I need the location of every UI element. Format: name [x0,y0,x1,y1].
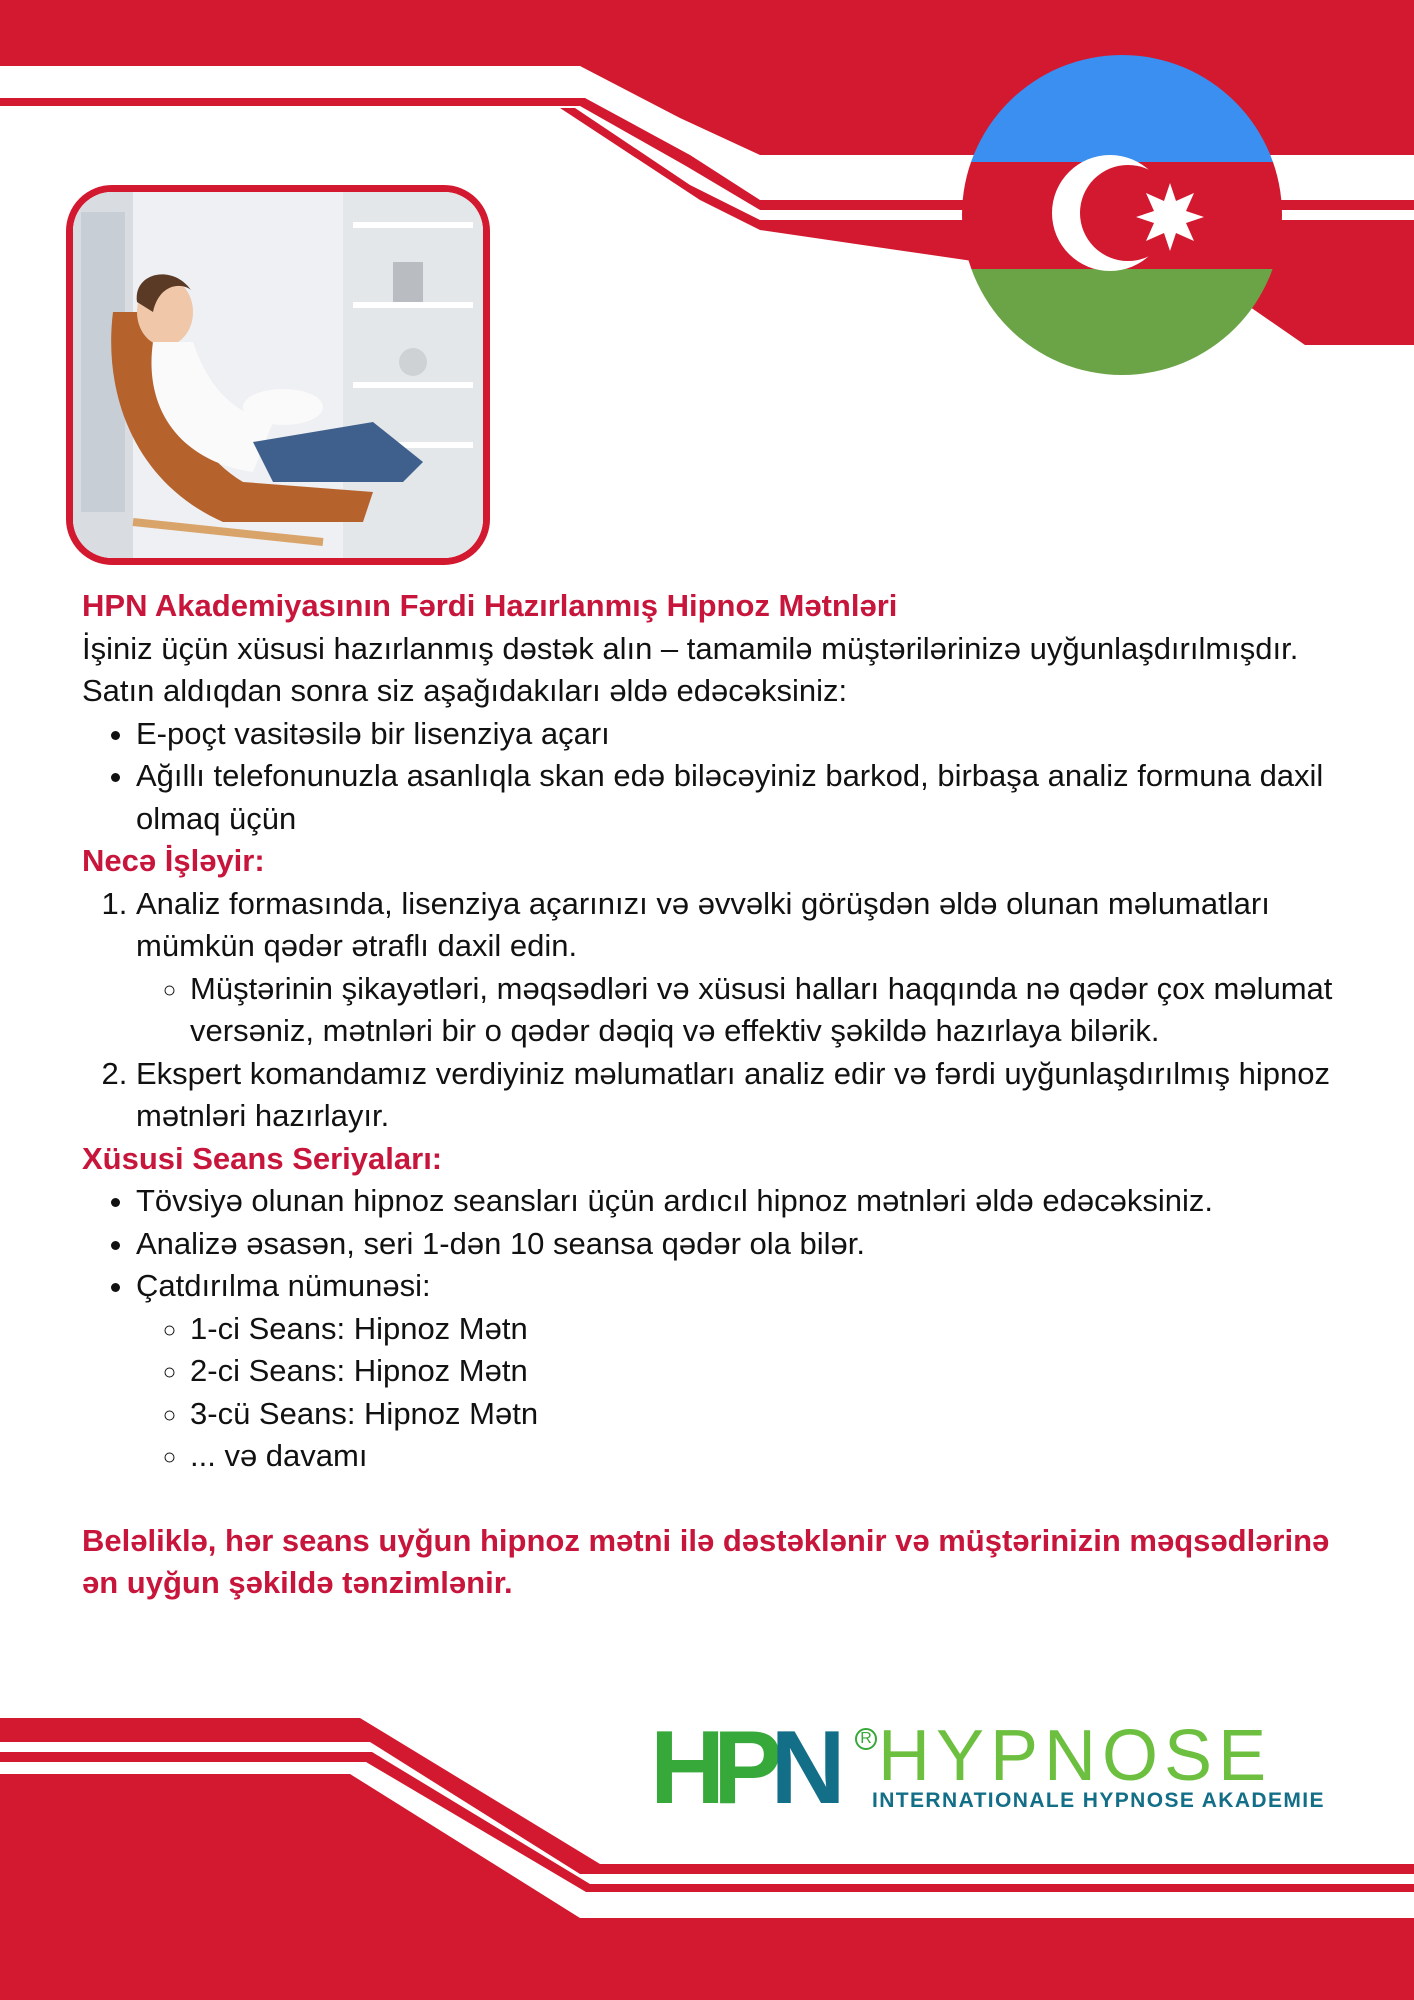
how-step-1-text: Analiz formasında, lisenziya açarınızı və əvvəlki görüşdən əldə olunan məlumatları mümkün qədər ətraflı daxil edin. [136,885,1270,963]
series-example: ◦ 3-cü Seans: Hipnoz Mətn [190,1393,1352,1436]
series-example: ◦ ... və davamı [190,1435,1352,1478]
series-bullet: • Tövsiyə olunan hipnoz seansları üçün ardıcıl hipnoz mətnləri əldə edəcəksiniz. [136,1180,1352,1223]
intro-bullet: • E-poçt vasitəsilə bir lisenziya açarı [136,713,1352,756]
intro-bullet: • Ağıllı telefonunuzla asanlıqla skan edə biləcəyiniz barkod, birbaşa analiz formuna daxil olmaq üçün [136,755,1352,840]
closing-statement: Beləliklə, hər seans uyğun hipnoz mətni ilə dəstəklənir və müştərinizin məqsədlərinə ən uyğun şəkildə tənzimlənir. [82,1522,1330,1600]
series-bullet-delivery [136,1265,1352,1478]
intro-line-1: İşiniz üçün xüsusi hazırlanmış dəstək alın – tamamilə müştərilərinizə uyğunlaşdırılmışdır. [82,630,1299,666]
logo-mark-text: HPN [650,1710,834,1826]
series-bullet: • Analizə əsasən, seri 1-dən 10 seansa qədər ola bilər. [136,1223,1352,1266]
how-steps-list [82,883,1352,1138]
series-title: Xüsusi Seans Seriyaları: [82,1140,443,1176]
how-step-1 [136,883,1352,1053]
intro-line-2: Satın aldıqdan sonra siz aşağıdakıları əldə edəcəksiniz: [82,673,848,708]
series-example: ◦ 2-ci Seans: Hipnoz Mətn [190,1350,1352,1393]
how-title: Necə İşləyir: [82,843,265,878]
series-example: ◦ 1-ci Seans: Hipnoz Mətn [190,1308,1352,1351]
how-step-1-sublist [136,968,1352,1053]
azerbaijan-flag-icon [962,55,1282,375]
logo-subtitle: INTERNATIONALE HYPNOSE AKADEMIE [872,1789,1325,1812]
photo-frame [66,185,490,565]
series-bullet-delivery-text: Çatdırılma nümunəsi: [136,1268,431,1303]
logo-mark [650,1710,834,1826]
series-bullet-list [82,1180,1352,1478]
how-step-1-sub-item: ◦ Müştərinin şikayətləri, məqsədləri və xüsusi halları haqqında nə qədər çox məlumat versəniz, mətnləri bir o qədər dəqiq və effektiv şəkildə hazırlaya bilərik. [190,968,1352,1053]
hpn-hypnose-logo [650,1710,1330,1826]
how-step-2: 2. Ekspert komandamız verdiyiniz məlumatları analiz edir və fərdi uyğunlaşdırılmış hipnoz mətnləri hazırlayır. [136,1053,1352,1138]
registered-icon: R [855,1728,877,1750]
intro-bullet-list [82,713,1352,841]
logo-wordmark: HYPNOSE [878,1716,1273,1796]
main-content [82,585,1352,1605]
series-examples-list [136,1308,1352,1478]
woman-relaxing-in-chair-photo [73,192,483,558]
intro-title: HPN Akademiyasının Fərdi Hazırlanmış Hipnoz Mətnləri [82,588,898,623]
